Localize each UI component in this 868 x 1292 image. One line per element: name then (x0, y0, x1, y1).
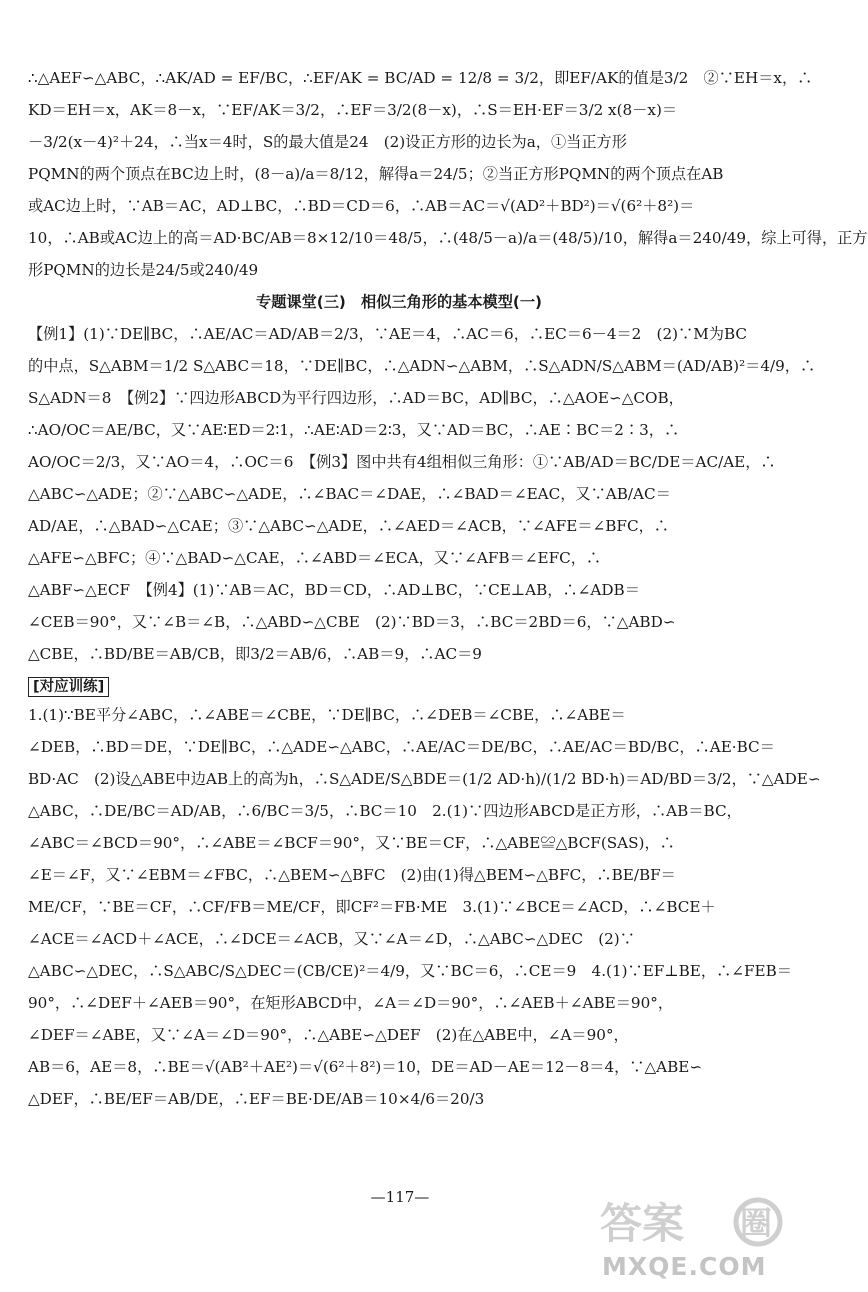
text-line: ∴△AEF∽△ABC，∴AK/AD = EF/BC，∴EF/AK = BC/AD = 12/8 = 3/2，即EF/AK的值是3/2 ②∵EH＝x，∴ (28, 69, 813, 87)
solution-continued (28, 68, 868, 280)
text-line: △ABC∽△DEC，∴S△ABC/S△DEC＝(CB/CE)²＝4/9，又∵BC＝6，∴CE＝9 4.(1)∵EF⊥BE，∴∠FEB＝ (28, 962, 792, 980)
text-line: ∠E＝∠F，又∵∠EBM＝∠FBC，∴△BEM∽△BFC (2)由(1)得△BEM∽△BFC，∴BE/BF＝ (28, 866, 676, 884)
text-line: 或AC边上时，∵AB＝AC，AD⊥BC，∴BD＝CD＝6，∴AB＝AC＝√(AD²＋BD²)＝√(6²＋8²)＝ (28, 197, 695, 215)
answer-page (28, 60, 868, 1121)
text-line: ∠DEF＝∠ABE，又∵∠A＝∠D＝90°，∴△ABE∽△DEF (2)在△ABE中，∠A＝90°， (28, 1026, 629, 1044)
text-line: △ABC∽△ADE；②∵△ABC∽△ADE，∴∠BAC＝∠DAE，∴∠BAD＝∠EAC，又∵AB/AC＝ (28, 485, 671, 503)
training-block (28, 705, 821, 1109)
text-line: △DEF，∴BE/EF＝AB/DE，∴EF＝BE·DE/AB＝10×4/6＝20/3 (28, 1090, 485, 1108)
text-line: △AFE∽△BFC；④∵△BAD∽△CAE，∴∠ABD＝∠ECA，又∵∠AFB＝∠EFC，∴ (28, 549, 602, 567)
section-title: 专题课堂(三) 相似三角形的基本模型(一) (256, 293, 542, 311)
watermark-url: MXQE.COM (602, 1252, 767, 1281)
text-line: △ABF∽△ECF 【例4】(1)∵AB＝AC，BD＝CD，∴AD⊥BC，∵CE⊥AB，∴∠ADB＝ (28, 581, 640, 599)
text-line: KD＝EH＝x，AK＝8－x，∵EF/AK＝3/2，∴EF＝3/2(8－x)，∴S＝EH·EF＝3/2 x(8－x)＝ (28, 101, 678, 119)
watermark-logo-icon (598, 1196, 788, 1248)
text-line: BD·AC (2)设△ABE中边AB上的高为h，∴S△ADE/S△BDE＝(1/2 AD·h)/(1/2 BD·h)＝AD/BD＝3/2，∵△ADE∽ (28, 770, 821, 788)
text-line: △CBE，∴BD/BE＝AB/CB，即3/2＝AB/6，∴AB＝9，∴AC＝9 (28, 645, 482, 663)
examples-block (28, 324, 816, 664)
text-line: ME/CF，∵BE＝CF，∴CF/FB＝ME/CF，即CF²＝FB·ME 3.(1)∵∠BCE＝∠ACD，∴∠BCE＋ (28, 898, 716, 916)
text-line: ∠ACE＝∠ACD＋∠ACE，∴∠DCE＝∠ACB，又∵∠A＝∠D，∴△ABC∽△DEC (2)∵ (28, 930, 635, 948)
text-line: ∠DEB，∴BD＝DE，∵DE∥BC，∴△ADE∽△ABC，∴AE/AC＝DE/BC，∴AE/AC＝BD/BC，∴AE·BC＝ (28, 738, 775, 756)
text-line: S△ADN＝8 【例2】∵四边形ABCD为平行四边形，∴AD＝BC，AD∥BC，∴△AOE∽△COB， (28, 389, 684, 407)
text-line: PQMN的两个顶点在BC边上时，(8－a)/a＝8/12，解得a＝24/5；②当正方形PQMN的两个顶点在AB (28, 165, 724, 183)
text-line: 1.(1)∵BE平分∠ABC，∴∠ABE＝∠CBE，∵DE∥BC，∴∠DEB＝∠CBE，∴∠ABE＝ (28, 706, 626, 724)
page-number: —117— (370, 1188, 430, 1206)
text-line: AB＝6，AE＝8，∴BE＝√(AB²＋AE²)＝√(6²＋8²)＝10，DE＝AD－AE＝12－8＝4，∵△ABE∽ (28, 1058, 703, 1076)
text-line: ∴AO/OC＝AE/BC，又∵AE∶ED＝2∶1，∴AE∶AD＝2∶3，又∵AD＝BC，∴AE∶BC＝2∶3，∴ (28, 421, 680, 439)
watermark (598, 1196, 788, 1286)
text-line: 【例1】(1)∵DE∥BC，∴AE/AC＝AD/AB＝2/3，∵AE＝4，∴AC＝6，∴EC＝6－4＝2 (2)∵M为BC (28, 325, 748, 343)
text-line: 10，∴AB或AC边上的高＝AD·BC/AB＝8×12/10＝48/5，∴(48/5－a)/a＝(48/5)/10，解得a＝240/49，综上可得，正方 (28, 229, 868, 247)
text-line: ∠CEB＝90°，又∵∠B＝∠B，∴△ABD∽△CBE (2)∵BD＝3，∴BC＝2BD＝6，∵△ABD∽ (28, 613, 676, 631)
text-line: 的中点，S△ABM＝1/2 S△ABC＝18，∵DE∥BC，∴△ADN∽△ABM，∴S△ADN/S△ABM＝(AD/AB)²＝4/9，∴ (28, 357, 816, 375)
training-label: [对应训练] (28, 677, 109, 697)
text-line: AO/OC＝2/3，又∵AO＝4，∴OC＝6 【例3】图中共有4组相似三角形：①∵AB/AD＝BC/DE＝AC/AE，∴ (28, 453, 776, 471)
text-line: AD/AE，∴△BAD∽△CAE；③∵△ABC∽△ADE，∴∠AED＝∠ACB，∵∠AFE＝∠BFC，∴ (28, 517, 669, 535)
text-line: ∠ABC＝∠BCD＝90°，∴∠ABE＝∠BCF＝90°，又∵BE＝CF，∴△ABE≌△BCF(SAS)，∴ (28, 834, 675, 852)
text-line: 90°，∴∠DEF＋∠AEB＝90°，在矩形ABCD中，∠A＝∠D＝90°，∴∠AEB＋∠ABE＝90°， (28, 994, 674, 1012)
svg-text:答案: 答案 (600, 1199, 685, 1248)
text-line: －3/2(x－4)²＋24，∴当x＝4时，S的最大值是24 (2)设正方形的边长为a，①当正方形 (28, 133, 627, 151)
text-line: 形PQMN的边长是24/5或240/49 (28, 261, 259, 279)
text-line: △ABC，∴DE/BC＝AD/AB，∴6/BC＝3/5，∴BC＝10 2.(1)∵四边形ABCD是正方形，∴AB＝BC， (28, 802, 742, 820)
svg-text:圈: 圈 (740, 1204, 773, 1242)
